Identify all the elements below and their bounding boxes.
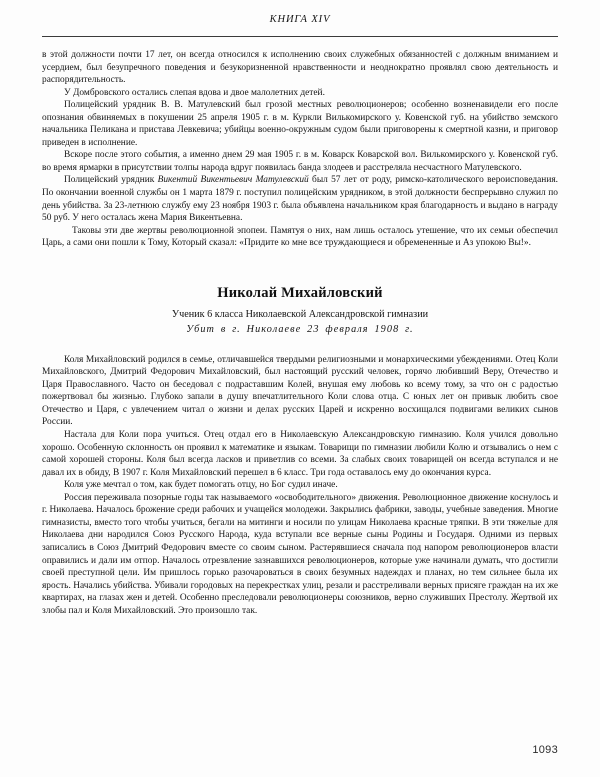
paragraph-text-tail: был 57 лет от роду, римско-католического вероисповедания. По окончании военной службы он 1 марта 1879 г. поступил полицейским урядником, в этой должности беспрерывно служил по день убийства. За 23-летнюю службу ему 23 ноября 1903 г. была объявлена начальником края благодарность и выдано в награду 50 руб. У него осталась жена Мария Викентьевна. [42,175,558,224]
section-subtitle: Ученик 6 класса Николаевской Александровской гимназии [171,308,429,320]
paragraph-with-italic-name [42,174,558,224]
section-subtitle-italic: Убит в г. Николаеве 23 февраля 1908 г. [186,323,414,335]
header-rule [42,36,558,37]
page-number: 1093 [532,744,558,756]
paragraph: Настала для Коли пора учиться. Отец отдал его в Николаевскую Александровскую гимназию. Коля учился довольно хорошо. Особенную склонность он проявил к математике и языкам. Товарищи по гимназии любили Колю и отзывались о нем с самой хорошей стороны. Коля был всегда ласков и приветлив со всеми. За слабых своих товарищей он всегда вступался и не давал их в обиду, В 1907 г. Коля Михайловский перешел в 6 класс. Три года оставалось ему до окончания курса. [42,430,558,478]
paragraph: Вскоре после этого события, а именно днем 29 мая 1905 г. в м. Коварск Коварской вол. Вилькомирского у. Ковенской губ. во время ярмарки в присутствии толпы народа вдруг появилась банда злодеев и расстреляла несчастного Матулевского. [42,150,558,173]
paragraph: Россия переживала позорные годы так называемого «освободительного» движения. Революционное движение коснулось и г. Николаева. Началось брожение среди рабочих и учащейся молодежи. Закрылись фабрики, заводы, учебные заведения. Многие гимназисты, вместо того чтобы учиться, бегали на митинги и носили по улицам Николаева красные тряпки. В эти тяжелые для Николаева дни народился Союз Русского Народа, куда вступали все верные сыны Родины и Государя. Одними из первых записались в Союз Дмитрий Федорович вместе со своим сыном. Растерявшиеся сначала под напором революционеров власти оправились и дали им отпор. Началось отрезвление зазнавшихся революционеров, которые уже начинали думать, что достигли своей преступной цели. Им пришлось горько разочароваться в своих безумных надеждах и планах, но тем сильнее была их ярость. Начались убийства. Убивали городовых на перекрестках улиц, резали и расстреливали верных присяге граждан на их же квартирах, на глазах жен и детей. Особенно преследовали революционеры союзников, верно служивших Престолу. Жертвой их злобы пал и Коля Михайловский. Это произошло так. [42,492,558,616]
paragraph: Полицейский урядник В. В. Матулевский был грозой местных революционеров; особенно возненавидели его после опознания обвиняемых в покушении 25 апреля 1905 г. в м. Куркли Вилькомирского у. Ковенской губ. на убийство земского начальника Пеликана и пристава Левкевича; убийцы военно-окружным судом были приговорены к смертной казни, и приговор приведен в исполнение. [42,100,558,148]
paragraph: Коля Михайловский родился в семье, отличавшейся твердыми религиозными и монархическими убеждениями. Отец Коли Михайловского, Дмитрий Федорович Михайловский, был настоящий русский человек, горячо любивший Веру, Отечество и Царя Православного. Часто он беседовал с подраставшим Колей, внушая ему любовь ко всему тому, за что он с радостью пожертвовал бы жизнью. Глубоко запали в душу впечатлительного Коли слова отца. С юных лет он привык любить свое Отечество и Царя, с увлечением читал о жизни и делах русских Царей и искренно восхищался подвигами великих сынов России. [42,354,558,428]
paragraph: Таковы эти две жертвы революционной эпопеи. Памятуя о них, нам лишь осталось утешение, что их семьи обеспечил Царь, а сами они пошли к Тому, Который сказал: «Придите ко мне все труждающиеся и обремененные и Аз упокою Вы!». [42,225,558,249]
spacer [42,337,558,354]
paragraph: У Домбровского остались слепая вдова и двое малолетних детей. [64,87,325,98]
paragraph: Коля уже мечтал о том, как будет помогать отцу, но Бог судил иначе. [64,480,338,491]
paragraph: в этой должности почти 17 лет, он всегда относился к исполнению своих служебных обязанностей с должным вниманием и усердием, был безупречного поведения и безукоризненной нравственности и неоднократно проявлял свою деятельность и распорядительность. [42,50,558,86]
spacer [42,250,558,284]
page-content [42,49,558,617]
paragraph-text-lead: Полицейский урядник [64,175,158,186]
running-head: КНИГА XIV [269,14,331,25]
person-name-italic: Викентий Викентьевич Матулевский [157,175,309,186]
section-title: Николай Михайловский [217,284,383,301]
